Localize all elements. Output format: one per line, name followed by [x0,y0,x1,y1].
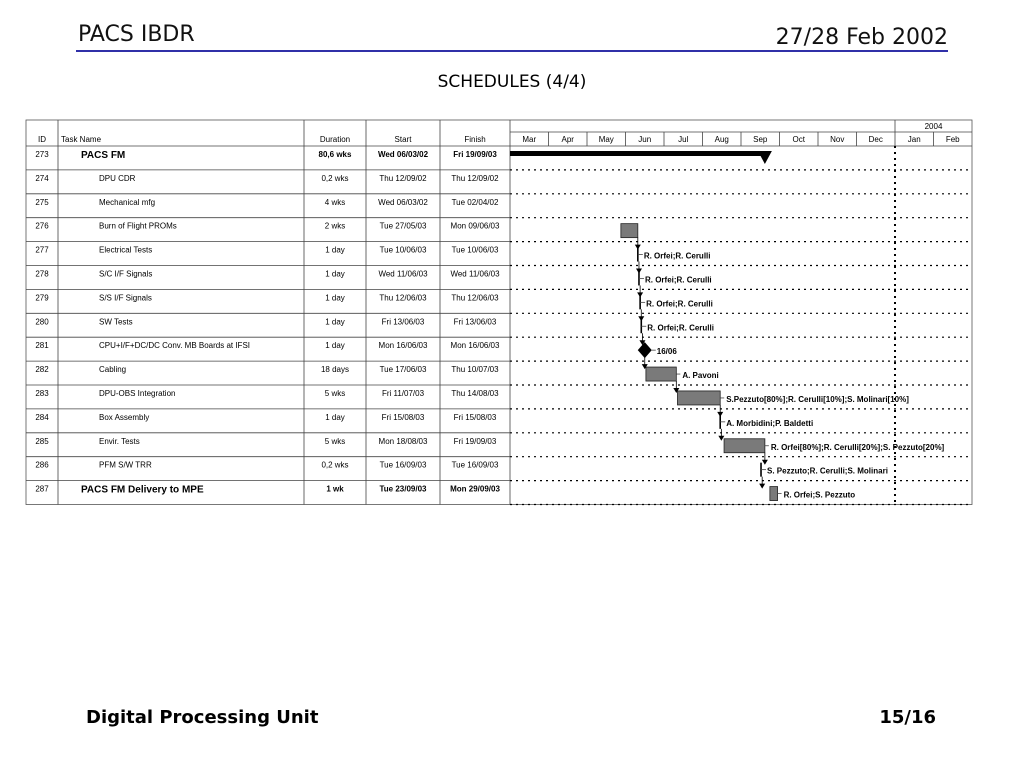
dependency-arrowhead [718,436,724,441]
month-label: Mar [522,135,537,144]
task-name: DPU-OBS Integration [99,389,176,398]
task-id: 283 [35,389,49,398]
resource-label: A. Morbidini;P. Baldetti [726,418,814,428]
task-finish: Thu 12/09/02 [451,173,499,183]
task-start: Tue 17/06/03 [379,365,427,375]
task-name: Envir. Tests [99,436,140,446]
month-label: Aug [714,135,729,144]
task-id: 277 [35,245,49,255]
task-duration: 5 wks [324,436,346,446]
task-duration: 1 day [325,412,345,422]
task-finish: Tue 10/06/03 [451,245,499,255]
task-name: Cabling [99,365,127,375]
footer-section-title: Digital Processing Unit [86,707,319,728]
task-start: Tue 23/09/03 [379,484,427,494]
task-id: 285 [35,436,49,446]
task-name: PFM S/W TRR [99,460,152,470]
resource-label: A. Pavoni [682,371,719,381]
header-title: PACS IBDR [78,22,195,47]
task-start: Tue 16/09/03 [379,460,427,470]
column-header-task-name: Task Name [61,135,102,144]
task-finish: Mon 09/06/03 [450,221,500,231]
column-header-finish: Finish [464,135,486,144]
task-start: Wed 06/03/02 [378,197,428,207]
task-finish: Thu 10/07/03 [451,365,499,375]
task-duration: 2 wks [324,221,346,231]
task-bar [677,391,720,405]
task-start: Fri 13/06/03 [381,317,425,327]
task-duration: 1 day [325,245,345,255]
task-bar [621,224,638,238]
task-duration: 1 day [325,293,345,303]
resource-label: S. Pezzuto;R. Cerulli;S. Molinari [767,466,888,476]
task-finish: Fri 13/06/03 [453,317,497,327]
column-header-id: ID [38,135,46,144]
header-date: 27/28 Feb 2002 [775,25,948,50]
month-label: Feb [945,135,960,144]
month-label: Apr [561,135,574,144]
task-finish: Fri 15/08/03 [453,412,497,422]
task-id: 287 [35,484,49,494]
resource-label: R. Orfei;R. Cerulli [646,299,713,309]
task-finish: Thu 12/06/03 [451,293,499,303]
slide-title: SCHEDULES (4/4) [437,72,587,92]
milestone-diamond [638,342,652,358]
month-label: Jan [907,135,921,144]
task-finish: Tue 16/09/03 [451,460,499,470]
resource-label: R. Orfei;S. Pezzuto [783,490,856,500]
task-name: DPU CDR [99,173,136,183]
task-id: 278 [35,269,49,279]
task-name: Box Assembly [99,412,150,422]
task-id: 286 [35,460,49,470]
task-name: S/C I/F Signals [99,269,153,279]
dependency-arrowhead [759,484,765,489]
resource-label: R. Orfei;R. Cerulli [644,275,712,285]
month-label: Nov [830,135,845,144]
task-duration: 80,6 wks [318,150,352,159]
resource-label: R. Orfei[80%];R. Cerulli[20%];S. Pezzuto[20%] [770,442,945,452]
task-finish: Mon 29/09/03 [450,484,500,494]
milestone-label: 16/06 [656,347,677,357]
task-id: 281 [35,341,49,351]
task-bar [724,439,765,453]
task-duration: 1 day [325,317,345,327]
month-label: Jun [638,135,652,144]
dependency-arrowhead [636,269,642,274]
month-label: Oct [792,135,805,144]
task-bar [770,487,778,501]
dependency-arrowhead [638,316,644,321]
task-id: 276 [35,221,49,231]
page-number: 15/16 [879,707,936,728]
month-label: Jul [678,135,689,144]
task-name: CPU+I/F+DC/DC Conv. MB Boards at IFSI [99,341,251,351]
task-finish: Thu 14/08/03 [451,389,499,398]
task-name: Burn of Flight PROMs [99,221,177,231]
month-label: May [598,135,614,144]
task-id: 282 [35,365,49,375]
task-duration: 1 day [325,341,345,351]
task-finish: Fri 19/09/03 [453,150,497,159]
summary-bar [510,151,765,156]
task-name: Mechanical mfg [99,197,156,207]
task-duration: 18 days [320,365,350,375]
task-start: Fri 11/07/03 [381,389,425,398]
task-finish: Tue 02/04/02 [451,197,499,207]
task-start: Thu 12/09/02 [379,173,427,183]
task-duration: 0,2 wks [321,173,349,183]
task-start: Mon 18/08/03 [378,436,428,446]
task-bar [646,367,676,381]
column-header-start: Start [394,135,412,144]
resource-label: R. Orfei;R. Cerulli [647,323,714,333]
dependency-arrowhead [762,460,768,465]
dependency-arrowhead [717,412,723,417]
column-header-duration: Duration [319,135,351,144]
year-label: 2004 [924,122,943,131]
dependency-arrowhead [637,292,643,297]
month-label: Sep [753,135,768,144]
summary-bar-end [758,151,772,164]
task-name: PACS FM Delivery to MPE [81,484,204,496]
task-name: SW Tests [99,317,133,327]
task-finish: Mon 16/06/03 [450,341,500,351]
task-name: Electrical Tests [99,245,153,255]
task-id: 279 [35,293,49,303]
month-label: Dec [868,135,883,144]
task-start: Thu 12/06/03 [379,293,427,303]
task-name: PACS FM [81,150,126,161]
task-start: Wed 06/03/02 [377,150,429,159]
resource-label: S.Pezzuto[80%];R. Cerulli[10%];S. Molinari[10%] [726,394,909,404]
task-start: Tue 27/05/03 [379,221,427,231]
dependency-arrowhead [635,245,641,250]
task-id: 273 [35,150,49,159]
task-start: Tue 10/06/03 [379,245,427,255]
task-id: 280 [35,317,49,327]
task-id: 284 [35,412,49,422]
task-finish: Fri 19/09/03 [453,436,497,446]
task-duration: 5 wks [324,389,346,398]
task-duration: 0,2 wks [321,460,349,470]
task-id: 274 [35,173,49,183]
task-start: Fri 15/08/03 [381,412,425,422]
task-duration: 1 wk [326,484,344,494]
task-start: Mon 16/06/03 [378,341,428,351]
task-finish: Wed 11/06/03 [450,269,500,279]
task-start: Wed 11/06/03 [378,269,428,279]
resource-label: R. Orfei;R. Cerulli [643,251,711,261]
task-duration: 4 wks [324,197,346,207]
task-duration: 1 day [325,269,345,279]
task-id: 275 [35,197,49,207]
task-name: S/S I/F Signals [99,293,152,303]
